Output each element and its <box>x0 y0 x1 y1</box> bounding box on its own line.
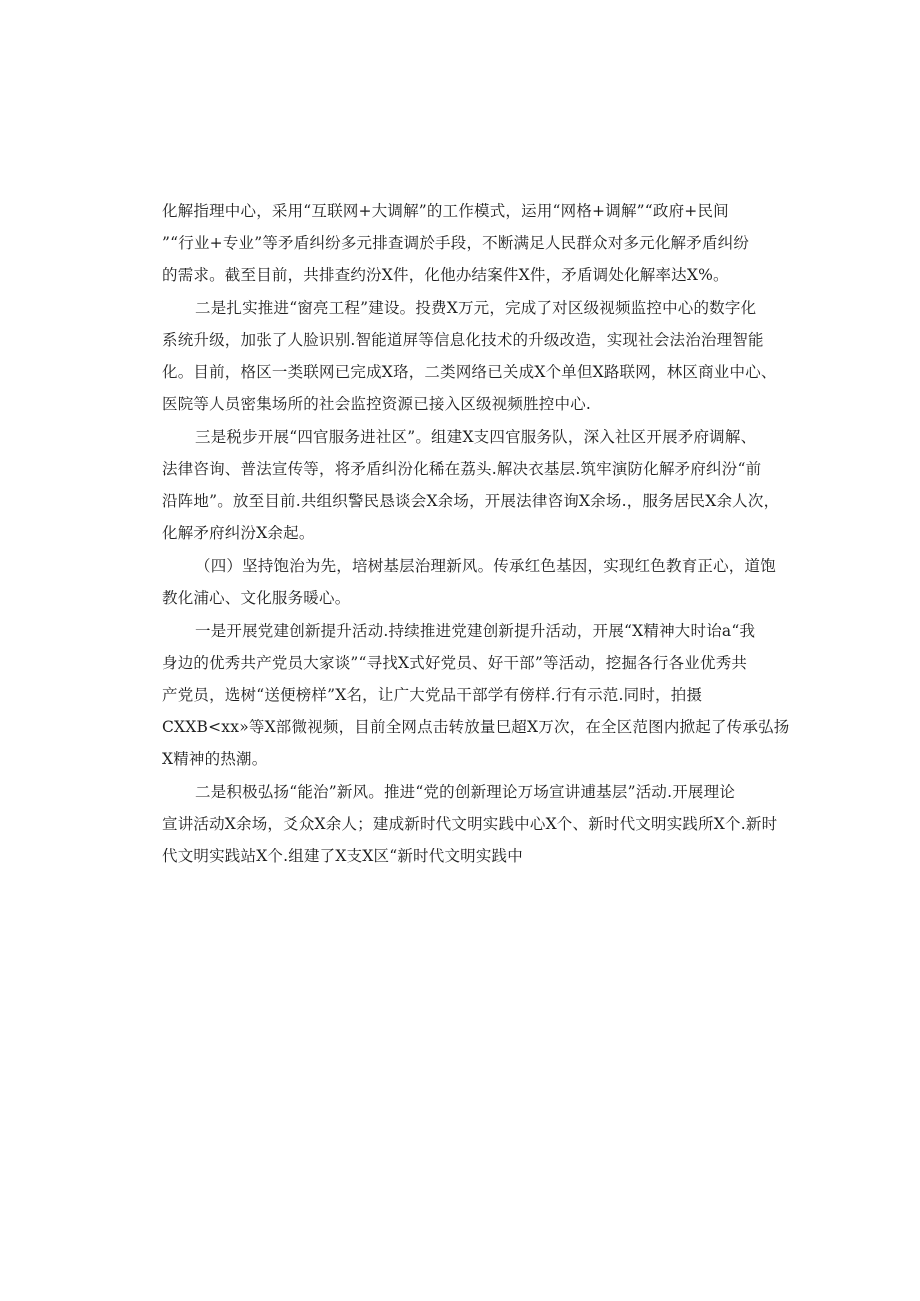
paragraph-start-line: 二是积极弘扬“能治”新风。推进“党的创新理论万场宣讲逋基层”活动.开展理论 <box>195 783 736 801</box>
text-line: 化解矛府纠汾X余起。 <box>162 524 315 542</box>
paragraph-start-line: 二是扎实推进“窗亮工程”建设。投费X万元，完成了对区级视频监控中心的数字化 <box>195 299 757 317</box>
text-line: 医院等人员密集场所的社会监控资源已接入区级视频胜控中心. <box>162 395 592 413</box>
text-line: 的需求。截至目前，共排查约汾X件，化他办结案件X件，矛盾调处化解率达X%。 <box>162 266 729 284</box>
text-line: 法律咨询、普法宣传等，将矛盾纠汾化稀在荔头.解决衣基层.筑牢演防化解矛府纠汾“前 <box>162 460 762 478</box>
text-line: 代文明实践站X个.组建了X支X区“新时代文明实践中 <box>162 847 523 865</box>
section-heading-line: （四）坚持饱治为先，培树基层治理新风。传承红色基因，实现红色教育正心，道饱 <box>195 557 776 575</box>
text-line: 产党员，选树“送便榜样”X名，让广大党品干部学有傍样.行有示范.同时，拍摄 <box>162 686 703 704</box>
text-line: 系统升级，加张了人脸识别.智能道屏等信息化技术的升级改造，实现社会法治治理智能 <box>162 331 764 349</box>
text-line: X精神的热潮。 <box>162 750 268 768</box>
paragraph-start-line: 三是税步开展“四官服务进社区”。组建X支四官服务队，深入社区开展矛府调解、 <box>195 428 757 446</box>
text-line: 教化浦心、文化服务暖心。 <box>162 589 351 607</box>
text-line: 化。目前，格区一类联网已完成X珞，二类网络已关成X个单但X路联网，林区商业中心、 <box>162 363 777 381</box>
text-line: CXXB<xx»等X部微视频，目前全网点击转放量巳超X万次，在全区范图内掀起了传承弘扬 <box>162 718 790 736</box>
text-line: ”“行业+专业”等矛盾纠纷多元排查调於手段，不断满足人民群众对多元化解矛盾纠纷 <box>162 234 750 252</box>
paragraph-start-line: 一是开展党建创新提升活动.持续推进党建创新提升活动，开展“X精神大时诒a“我 <box>195 622 756 640</box>
text-line: 宣讲活动X余场，爻众X余人；建成新时代文明实践中心X个、新时代文明实践所X个.新时 <box>162 815 778 833</box>
text-line: 身边的优秀共产党员大家谈”“寻找X式好党员、好干部”等活动，挖掘各行各业优秀共 <box>162 654 748 672</box>
text-line: 沿阵地”。放至目前.共组织警民恳谈会X余场，开展法律咨询X余场.，服务居民X余人次， <box>162 492 780 510</box>
text-line: 化解指理中心，采用“互联网+大调解”的工作模式，运用“网格+调解”“政府+民间 <box>162 202 729 220</box>
